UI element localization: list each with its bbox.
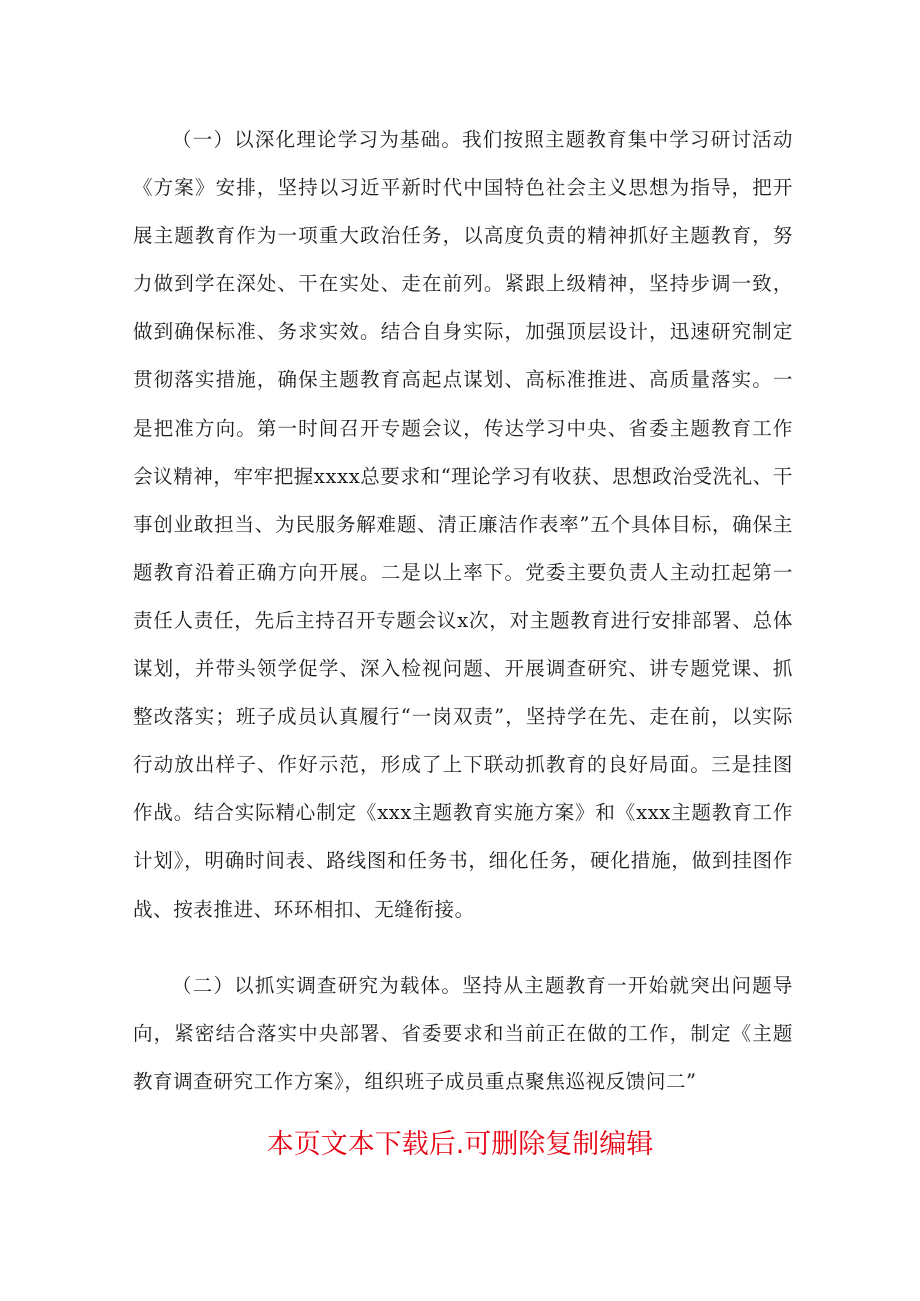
paragraph-2: （二）以抓实调查研究为载体。坚持从主题教育一开始就突出问题导向，紧密结合落实中央部署、省委要求和当前正在做的工作，制定《主题教育调查研究工作方案》，组织班子成员重点聚焦巡视反馈问二” <box>133 974 793 1094</box>
paragraph-1: （一）以深化理论学习为基础。我们按照主题教育集中学习研讨活动《方案》安排，坚持以习近平新时代中国特色社会主义思想为指导，把开展主题教育作为一项重大政治任务，以高度负责的精神抓好主题教育，努力做到学在深处、干在实处、走在前列。紧跟上级精神，坚持步调一致，做到确保标准、务求实效。结合自身实际，加强顶层设计，迅速研究制定贯彻落实措施，确保主题教育高起点谋划、高标准推进、高质量落实。一是把准方向。第一时间召开专题会议，传达学习中央、省委主题教育工作会议精神，牢牢把握xxxx总要求和“理论学习有收获、思想政治受洗礼、干事创业敢担当、为民服务解难题、清正廉洁作表率”五个具体目标，确保主题教育沿着正确方向开展。二是以上率下。党委主要负责人主动扛起第一责任人责任，先后主持召开专题会议x次，对主题教育进行安排部署、总体谋划，并带头领学促学、深入检视问题、开展调查研究、讲专题党课、抓整改落实；班子成员认真履行“一岗双责”，坚持学在先、走在前，以实际行动放出样子、作好示范，形成了上下联动抓教育的良好局面。三是挂图作战。结合实际精心制定《xxx主题教育实施方案》和《xxx主题教育工作计划》，明确时间表、路线图和任务书，细化任务，硬化措施，做到挂图作战、按表推进、环环相扣、无缝衔接。 <box>133 128 793 921</box>
download-notice: 本页文本下载后.可删除复制编辑 <box>266 1129 654 1160</box>
